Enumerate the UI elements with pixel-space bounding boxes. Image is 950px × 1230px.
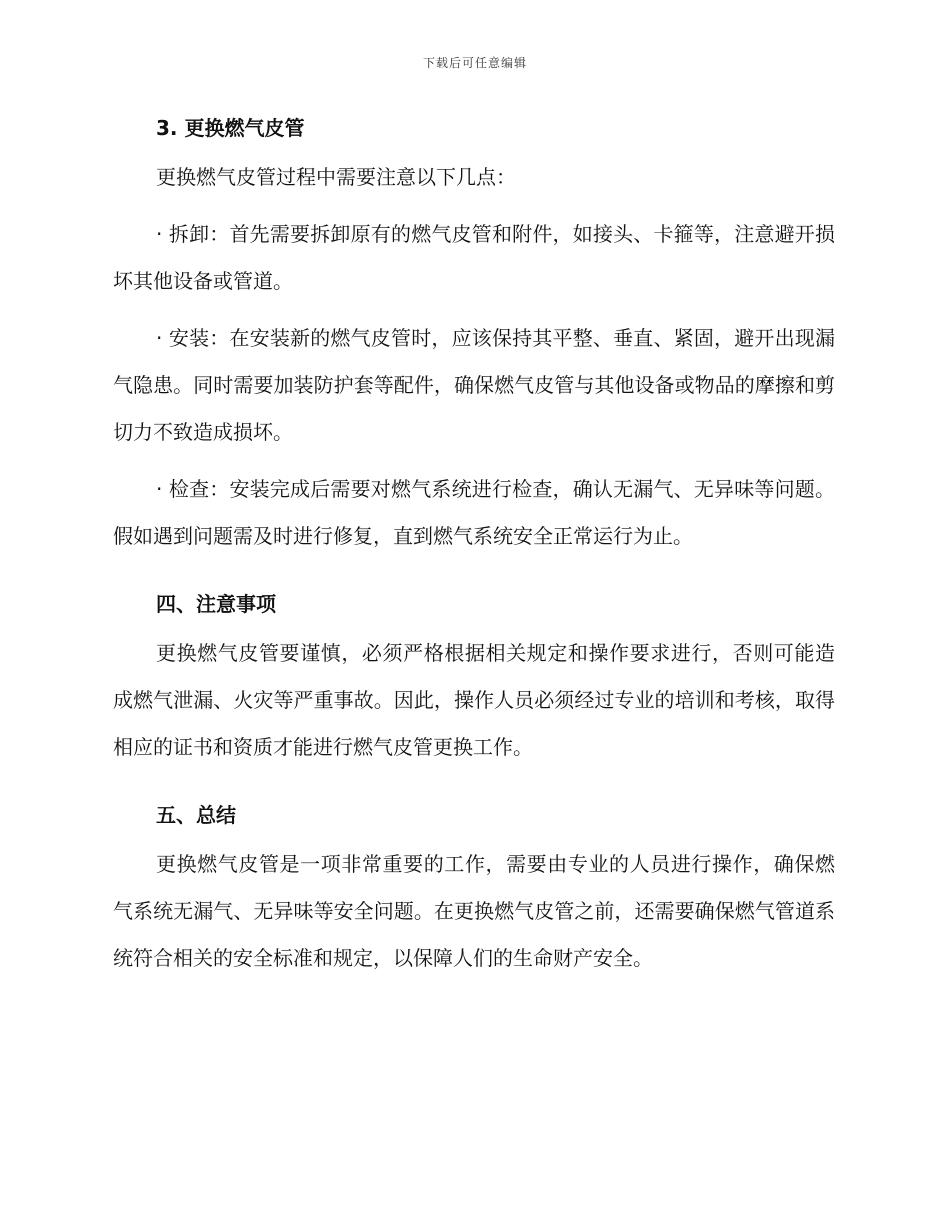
- section-4-paragraph: 更换燃气皮管要谨慎，必须严格根据相关规定和操作要求进行，否则可能造成燃气泄漏、火灾等严重事故。因此，操作人员必须经过专业的培训和考核，取得相应的证书和资质才能进行燃气皮管更换工作。: [113, 641, 835, 759]
- page-header-note: 下载后可任意编辑: [422, 56, 527, 70]
- intro-paragraph: 更换燃气皮管过程中需要注意以下几点：: [156, 165, 516, 189]
- bullet-check: · 检查：安装完成后需要对燃气系统进行检查，确认无漏气、无异味等问题。假如遇到问题需及时进行修复，直到燃气系统安全正常运行为止。: [113, 477, 835, 548]
- document-body: [113, 112, 835, 982]
- section-5-paragraph: 更换燃气皮管是一项非常重要的工作，需要由专业的人员进行操作，确保燃气系统无漏气、无异味等安全问题。在更换燃气皮管之前，还需要确保燃气管道系统符合相关的安全标准和规定，以保障人们的生命财产安全。: [113, 852, 835, 970]
- section-3-title: 3. 更换燃气皮管: [156, 116, 305, 140]
- section-4-title: 四、注意事项: [156, 592, 276, 616]
- bullet-remove: · 拆卸：首先需要拆卸原有的燃气皮管和附件，如接头、卡箍等，注意避开损坏其他设备或管道。: [113, 222, 835, 293]
- bullet-install: · 安装：在安装新的燃气皮管时，应该保持其平整、垂直、紧固，避开出现漏气隐患。同时需要加装防护套等配件，确保燃气皮管与其他设备或物品的摩擦和剪切力不致造成损坏。: [113, 326, 835, 444]
- section-5-title: 五、总结: [156, 803, 236, 827]
